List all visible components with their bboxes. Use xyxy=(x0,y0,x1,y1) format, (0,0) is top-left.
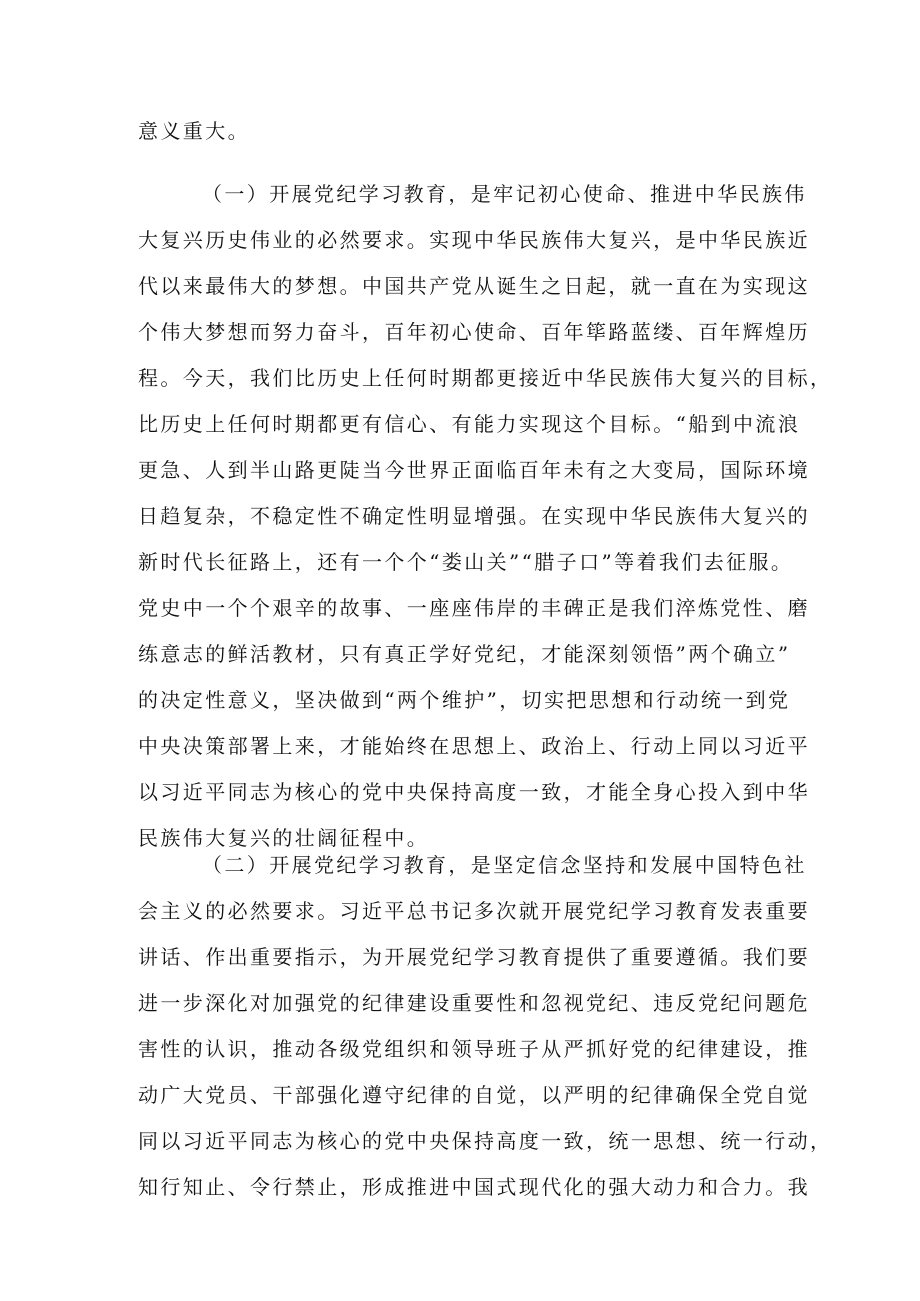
text-line: 讲话、作出重要指示，为开展党纪学习教育提供了重要遵循。我们要 xyxy=(138,945,810,969)
paragraph-2 xyxy=(138,842,833,1210)
text-line: 个伟大梦想而努力奋斗，百年初心使命、百年筚路蓝缕、百年辉煌历 xyxy=(138,320,810,344)
text-line: 新时代长征路上，还有一个个“娄山关”“腊子口”等着我们去征服。 xyxy=(138,550,794,574)
text-line: 进一步深化对加强党的纪律建设重要性和忽视党纪、违反党纪问题危 xyxy=(138,991,810,1015)
text-line: 意义重大。 xyxy=(138,119,250,143)
opening-text xyxy=(138,108,786,154)
text-line: （二）开展党纪学习教育，是坚定信念坚持和发展中国特色社 xyxy=(202,853,807,877)
text-line: 的决定性意义，坚决做到“两个维护”，切实把思想和行动统一到党 xyxy=(138,688,791,712)
text-line: 比历史上任何时期都更有信心、有能力实现这个目标。“船到中流浪 xyxy=(138,412,801,436)
text-line: 民族伟大复兴的壮阔征程中。 xyxy=(138,826,430,850)
text-line: 代以来最伟大的梦想。中国共产党从诞生之日起，就一直在为实现这 xyxy=(138,274,810,298)
text-line: 会主义的必然要求。习近平总书记多次就开展党纪学习教育发表重要 xyxy=(138,899,810,923)
text-line: 动广大党员、干部强化遵守纪律的自觉，以严明的纪律确保全党自觉 xyxy=(138,1083,810,1107)
text-line: 大复兴历史伟业的必然要求。实现中华民族伟大复兴，是中华民族近 xyxy=(138,228,810,252)
text-line: 日趋复杂，不稳定性不确定性明显增强。在实现中华民族伟大复兴的 xyxy=(138,504,810,528)
text-line: 中央决策部署上来，才能始终在思想上、政治上、行动上同以习近平 xyxy=(138,734,810,758)
text-line: 程。今天，我们比历史上任何时期都更接近中华民族伟大复兴的目标， xyxy=(138,366,833,390)
text-line: 以习近平同志为核心的党中央保持高度一致，才能全身心投入到中华 xyxy=(138,780,810,804)
text-line: 同以习近平同志为核心的党中央保持高度一致，统一思想、统一行动， xyxy=(138,1129,833,1153)
text-line: 知行知止、令行禁止，形成推进中国式现代化的强大动力和合力。我 xyxy=(138,1175,810,1199)
paragraph-1 xyxy=(138,171,833,861)
text-line: 害性的认识，推动各级党组织和领导班子从严抓好党的纪律建设，推 xyxy=(138,1037,810,1061)
text-line: 更急、人到半山路更陡当今世界正面临百年未有之大变局，国际环境 xyxy=(138,458,810,482)
text-line: 练意志的鲜活教材，只有真正学好党纪，才能深刻领悟”两个确立” xyxy=(138,642,791,666)
text-line: 党史中一个个艰辛的故事、一座座伟岸的丰碑正是我们淬炼党性、磨 xyxy=(138,596,810,620)
text-line: （一）开展党纪学习教育，是牢记初心使命、推进中华民族伟 xyxy=(202,182,807,206)
